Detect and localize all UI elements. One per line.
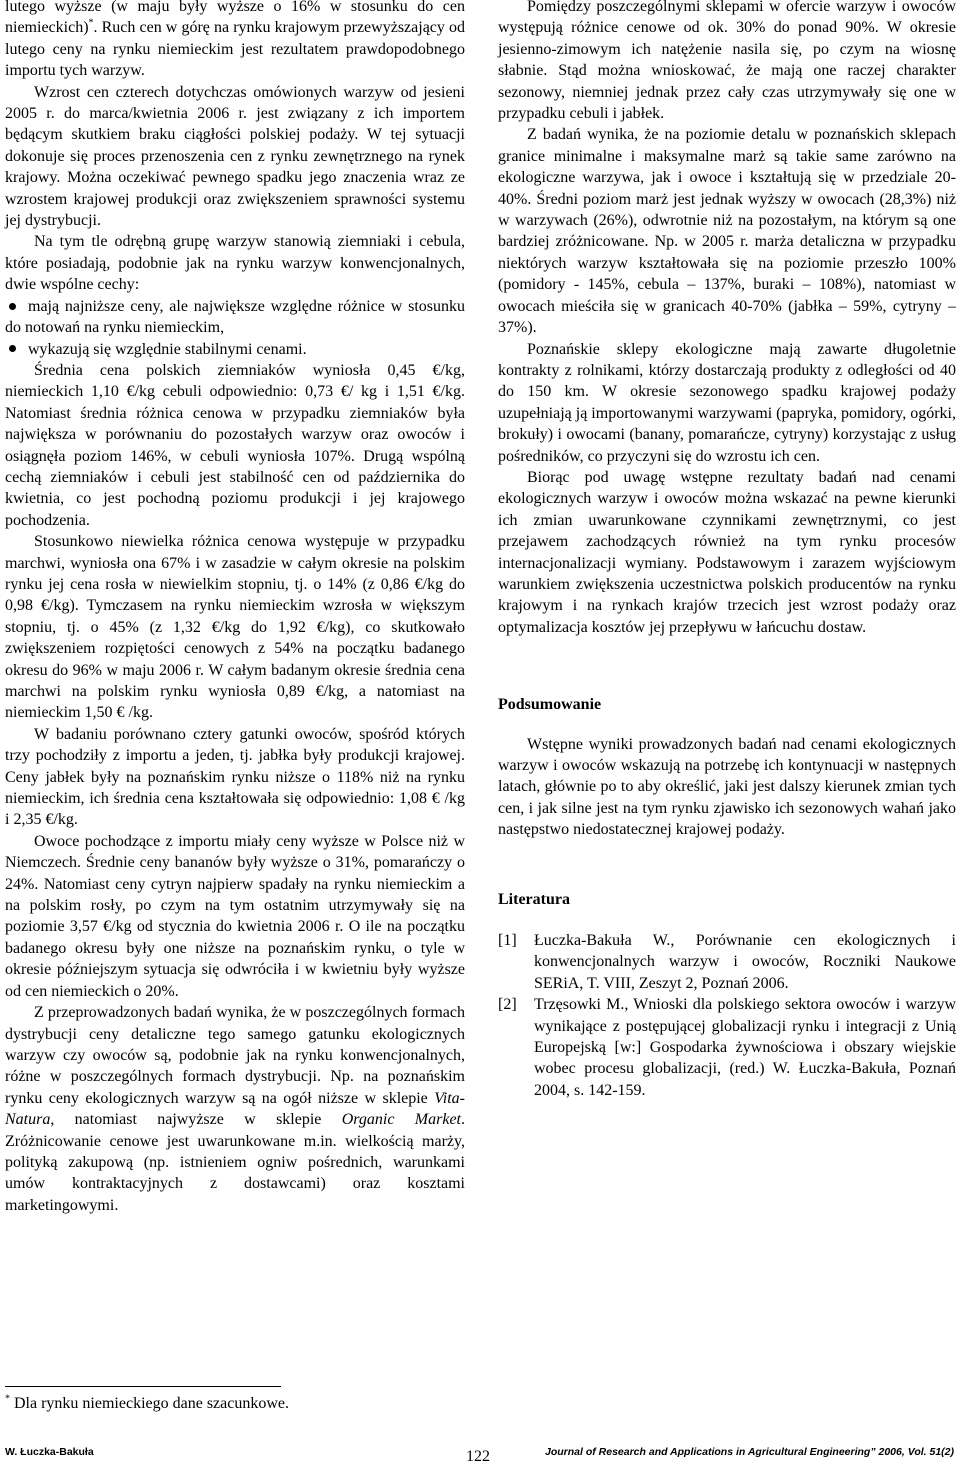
paragraph: Z przeprowadzonych badań wynika, że w poszczególnych formach dystrybucji ceny detaliczne tego samego gatunku ekologicznych warzyw czy owoców są, podobnie jak na rynku konwencjonalnych, różne w poszczególnych formach dystrybucji. Np. na poznańskim rynku ceny ekologicznych warzyw są na ogół niższe w sklepie Vita-Natura, natomiast najwyższe w sklepie Organic Market. Zróżnicowanie cenowe jest uwarunkowane m.in. wielkością marży, polityką zakupową (np. istnieniem ogniw pośrednich, warunkami umów kontraktacyjnych z dostawcami) oraz kosztami marketingowymi. <box>5 1004 466 1214</box>
section-heading-summary: Podsumowanie <box>498 696 602 714</box>
paragraph: Owoce pochodzące z importu miały ceny wyższe w Polsce niż w Niemczech. Średnie ceny bananów były wyższe o 31%, pomarańczy o 24%. Natomiast ceny cytryn najpierw spadały na rynku niemieckim a na polskim rosły, po czym na tym ostatnim utrzymywały się na poziomie 3,57 €/kg od stycznia do kwietnia 2006 r. O ile na początku badanego okresu były one niższe na poznańskim rynku, o tyle w okresie późniejszym sytuacja się odwróciła i w kwietniu były wyższe od cen niemieckich o 20%. <box>5 832 465 1000</box>
paragraph: Z badań wynika, że na poziomie detalu w poznańskich sklepach granice minimalne i maksymalne marż są takie same zarówno na ekologiczne warzywa, jak i owoce i kształtują się w przedziale 20-40%. Średni poziom marż jest jednak wyższy w owocach (28,3%) niż w warzywach (26%), odwrotnie niż na pozostałym, na którym są one bardziej zróżnicowane. Np. w 2005 r. marża detaliczna w przypadku niektórych warzyw kształtowała się na poziomie przeszło 100% (pomidory - 145%, cebula – 137%, buraki – 108%), natomiast w owocach mieściła się w granicach 40-70% (jabłka – 59%, cytryny – 37%). <box>498 126 956 337</box>
paragraph: lutego wyższe (w maju były wyższe o 16% w stosunku do cen niemieckich)*. Ruch cen w górę na rynku krajowym przewyższający od lutego ceny na rynku niemieckim jest rezultatem prawdopodobnego importu tych warzyw. <box>5 0 465 80</box>
reference-item: [2] Trzęsowki M., Wnioski dla polskiego sektora owoców i warzyw wynikające z postępującej globalizacji rynku i integracji z Unią Europejską [w:] Gospodarka żywnościowa i obszary wiejskie wobec procesu globalizacji, (red.) W. Łuczka-Bakuła, Poznań 2004, s. 142-159. <box>498 996 956 1099</box>
bullet-list <box>5 296 465 360</box>
bullet-item: mają najniższe ceny, ale największe względne różnice w stosunku do notowań na rynku niemieckim, <box>5 297 465 337</box>
reference-item: [1] Łuczka-Bakuła W., Porównanie cen ekologicznych i konwencjonalnych warzyw i owoców, Roczniki Naukowe SERiA, T. VIII, Zeszyt 2, Poznań 2006. <box>498 932 956 992</box>
right-column <box>498 0 956 1101</box>
section-heading-literature: Literatura <box>498 890 570 908</box>
footer-author: W. Łuczka-Bakuła <box>5 1446 94 1458</box>
page-number: 122 <box>466 1448 490 1465</box>
paragraph: W badaniu porównano cztery gatunki owoców, spośród których trzy pochodziły z importu a jeden, tj. jabłka były produkcji krajowej. Ceny jabłek były na poznańskim rynku niższe o 118% niż na rynku niemieckim, ich średnia cena kształtowała się odpowiednio: 1,08 € /kg i 2,35 €/kg. <box>5 725 465 829</box>
left-column <box>5 0 465 1216</box>
reference-list <box>498 930 956 1101</box>
store-name: Organic Market <box>341 1111 462 1129</box>
paragraph: Wzrost cen czterech dotychczas omówionych warzyw od jesieni 2005 r. do marca/kwietnia 2006 r. jest związany z ich importem będącym skutkiem braku ciągłości polskiej podaży. W tej sytuacji dokonuje się proces przenoszenia cen z rynku zewnętrznego na rynek krajowy. Można oczekiwać pewnego spadku jego znaczenia wraz ze wzrostem krajowej produkcji oraz zwiększeniem sprawności systemu jej dystrybucji. <box>5 83 465 230</box>
bullet-icon <box>9 303 16 310</box>
paragraph: Poznańskie sklepy ekologiczne mają zawarte długoletnie kontrakty z rolnikami, którzy dostarczają produkty z odległości od 40 do 150 km. W okresie sezonowego spadku krajowej podaży uzupełniają ją importowanymi warzywami (papryka, pomidory, ogórki, brokuły) i owocami (banany, pomarańcze, cytryny) korzystając z usług pośredników, co przyczyni się do wzrostu ich cen. <box>498 340 956 465</box>
paragraph: Średnia cena polskich ziemniaków wyniosła 0,45 €/kg, niemieckich 1,10 €/kg cebuli odpowiednio: 0,73 €/ kg i 1,51 €/kg. Natomiast średnia różnica cenowa w przypadku ziemniaków była największa w porównaniu do pozostałych warzyw oraz owoców i osiągnęła poziom 146%, w cebuli wyniosła 107%. Drugą wspólną cechą ziemniaków i cebuli jest stabilność cen od października do kwietnia, co jest pochodną poziomu produkcji i jej krajowego pochodzenia. <box>5 361 465 529</box>
paragraph: Na tym tle odrębną grupę warzyw stanowią ziemniaki i cebula, które posiadają, podobnie jak na rynku warzyw konwencjonalnych, dwie wspólne cechy: <box>5 233 465 294</box>
paragraph: Biorąc pod uwagę wstępne rezultaty badań nad cenami ekologicznych warzyw i owoców można wskazać na pewne kierunki ich zmian uwarunkowane czynnikami zewnętrznymi, co jest przejawem zachodzących również na tym rynku procesów internacjonalizacji wymiany. Podstawowym i zarazem wyjściowym warunkiem zwiększenia uczestnictwa polskich producentów na rynku krajowym i na rynkach krajów trzecich jest wzrost podaży oraz optymalizacja kosztów jej przepływu w łańcuchu dostaw. <box>498 468 956 636</box>
footnote-divider <box>5 1386 281 1387</box>
footnote-mark: * <box>88 18 94 30</box>
footer-journal: Journal of Research and Applications in Agricultural Engineering” 2006, Vol. 51(2) <box>544 1446 954 1458</box>
footnote: * Dla rynku niemieckiego dane szacunkowe. <box>5 1393 290 1412</box>
store-name: Vita-Natura <box>5 1089 465 1129</box>
bullet-icon <box>9 345 16 352</box>
paragraph: Pomiędzy poszczególnymi sklepami w ofercie warzyw i owoców występują różnice cenowe od ok. 30% do ponad 90%. W okresie jesienno-zimowym ich natężenie nasila się, po czym na wiosnę słabnie. Stąd można wnioskować, że mają one raczej charakter sezonowy, niemniej jednak przez cały czas utrzymywały się one w przypadku cebuli i jabłek. <box>498 0 956 123</box>
bullet-item: wykazują się względnie stabilnymi cenami. <box>5 339 465 360</box>
paragraph: Wstępne wyniki prowadzonych badań nad cenami ekologicznych warzyw i owoców wskazują na potrzebę ich kontynuacji w następnych latach, głównie po to aby określić, jaki jest dalszy kierunek zmian tych cen, i jak silne jest na tym rynku zjawisko ich sezonowych wahań jako następstwo niedostatecznej krajowej podaży. <box>498 735 956 839</box>
paragraph: Stosunkowo niewielka różnica cenowa występuje w przypadku marchwi, wyniosła ona 67% i w zasadzie w całym okresie na polskim rynku jej cena rosła w niewielkim stopniu, tj. o 14% (z 0,86 €/kg do 0,98 €/kg). Tymczasem na rynku niemieckim wzrosła w większym stopniu, tj. o 45% (z 1,32 €/kg do 1,92 €/kg), co skutkowało zwiększeniem rozpiętości cenowych z 54% na początku badanego okresu do 96% w maju 2006 r. W całym badanym okresie średnia cena marchwi na polskim rynku wyniosła 0,89 €/kg, a natomiast na niemieckim 1,50 € /kg. <box>5 533 465 722</box>
